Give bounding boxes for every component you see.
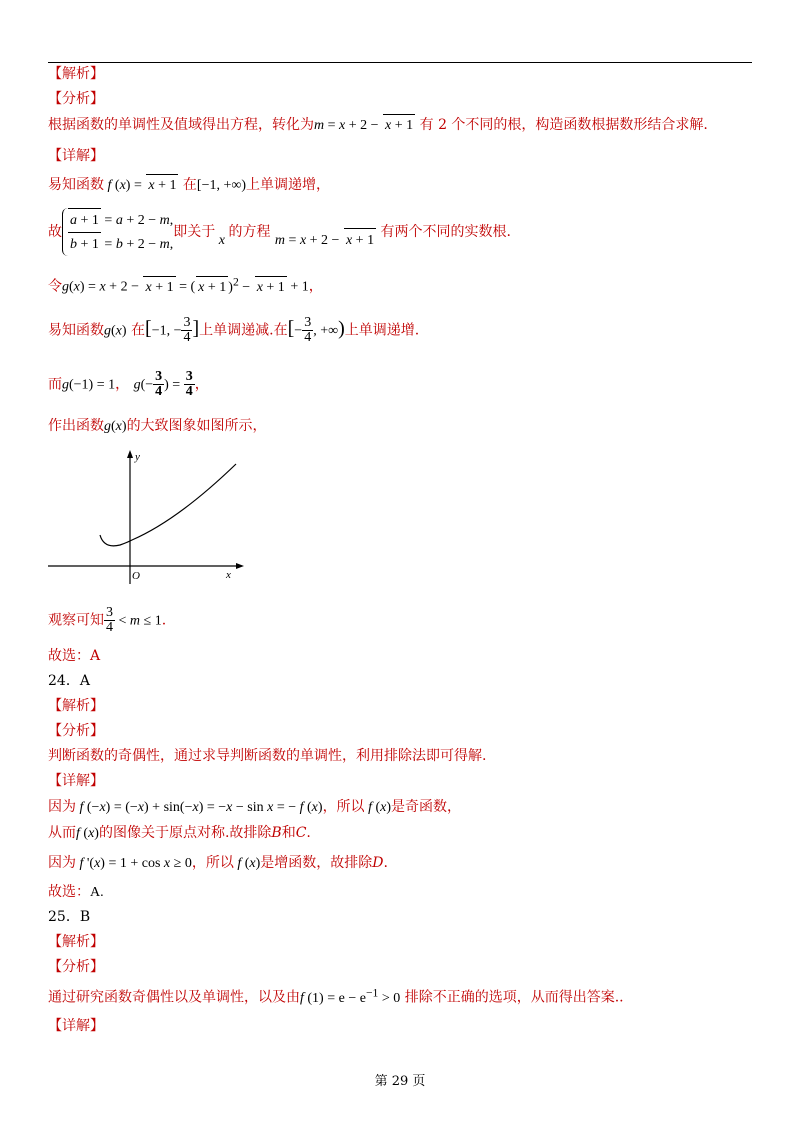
label-jiexi-24: 【解析】 bbox=[48, 698, 104, 714]
q24-detail-1: 因为 f (−x) = (−x) + sin(−x) = −x − sin x = − f (x)，所以 f (x)是奇函数， bbox=[48, 799, 462, 815]
q24-analysis: 判断函数的奇偶性，通过求导判断函数的单调性，利用排除法即可得解. bbox=[48, 748, 487, 764]
q23-detail-2: 故 a + 1 = a + 2 − m, b + 1 = b + 2 − m, 即关于 x 的方程 m = x + 2 − x + 1 有两个不同的实数根. bbox=[48, 208, 511, 256]
q24-header: 24．A bbox=[48, 673, 90, 689]
q25-header: 25．B bbox=[48, 909, 91, 925]
q23-detail-3: 令g(x) = x + 2 − x + 1 = ( x + 1 )$^2$ − x + 1 + 1， bbox=[48, 272, 323, 298]
q23-detail-6: 作出函数g(x)的大致图象如图所示， bbox=[48, 418, 267, 434]
q23-analysis: 根据函数的单调性及值域得出方程，转化为m = x + 2 − x + 1 有 2 个不同的根，构造函数根据数形结合求解. bbox=[48, 114, 708, 136]
q23-detail-4: 易知函数g(x) 在[−1, − $\frac{3}{4}$ ]上单调递减.在[− $\frac{3}{4}$ , +∞)上单调递增. bbox=[48, 315, 420, 345]
label-fenxi: 【分析】 bbox=[48, 91, 104, 107]
q24-answer: 故选：A. bbox=[48, 884, 104, 900]
q23-detail-1: 易知函数 f (x) = x + 1 在[−1, +∞)上单调递增， bbox=[48, 174, 330, 196]
x-axis-label: x bbox=[226, 569, 231, 581]
function-graph bbox=[48, 448, 248, 588]
page-number: 第 29 页 bbox=[374, 1074, 426, 1089]
label-xiangjie-25: 【详解】 bbox=[48, 1018, 104, 1034]
y-axis-arrow bbox=[127, 450, 133, 458]
q23-detail-7: 观察可知 $\frac{3}{4}$ < m ≤ 1. bbox=[48, 605, 167, 635]
label-jiexi: 【解析】 bbox=[48, 66, 104, 82]
label-fenxi-25: 【分析】 bbox=[48, 959, 104, 975]
label-jiexi-25: 【解析】 bbox=[48, 934, 104, 950]
label-xiangjie-24: 【详解】 bbox=[48, 773, 104, 789]
top-divider bbox=[48, 62, 752, 63]
q23-answer: 故选：A bbox=[48, 648, 101, 664]
label-fenxi-24: 【分析】 bbox=[48, 723, 104, 739]
q24-detail-2: 从而f (x)的图像关于原点对称.故排除B和C. bbox=[48, 825, 311, 841]
q23-detail-5: 而g(−1) = 1， g(− $\frac{3}{4}$ ) = $\frac{3}{4}$ ， bbox=[48, 369, 209, 399]
origin-label: O bbox=[132, 570, 140, 582]
label-xiangjie: 【详解】 bbox=[48, 148, 104, 164]
q25-analysis: 通过研究函数奇偶性以及单调性，以及由f $(1) = e - e^{-1} > 0$ 排除不正确的选项，从而得出答案.. bbox=[48, 986, 624, 1006]
y-axis-label: y bbox=[135, 451, 140, 463]
curve-g bbox=[100, 464, 236, 546]
x-axis-arrow bbox=[236, 563, 244, 569]
q24-detail-3: 因为 f '(x) = 1 + cos x ≥ 0，所以 f (x)是增函数，故排除D. bbox=[48, 855, 388, 871]
